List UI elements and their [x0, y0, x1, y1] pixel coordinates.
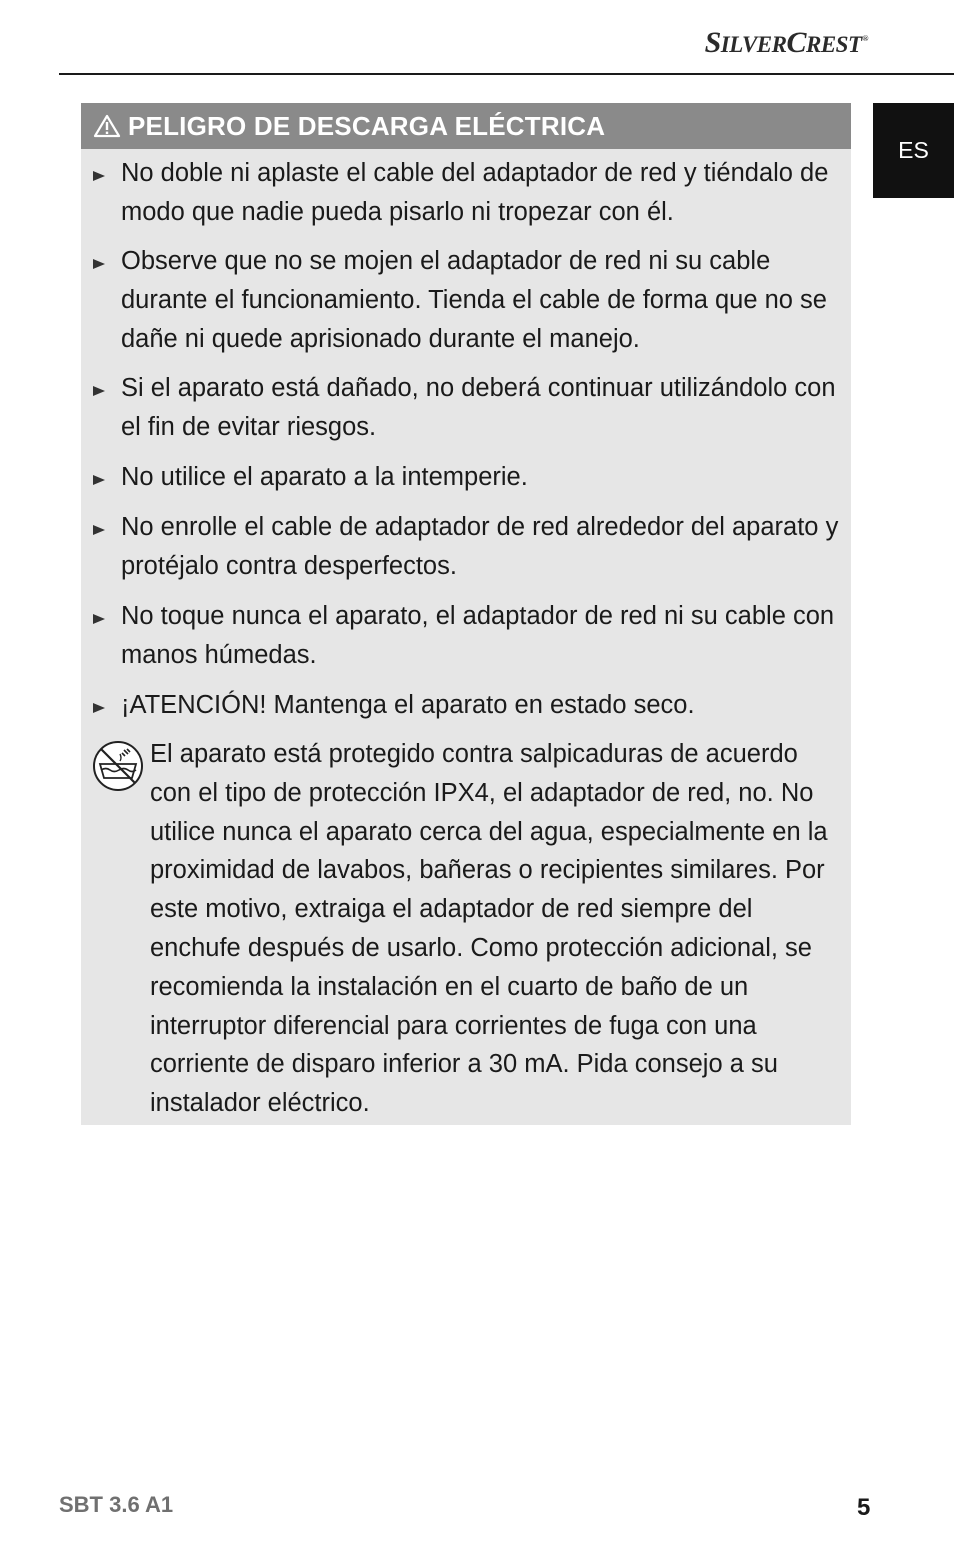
warning-box: [81, 103, 851, 1125]
bullet-text: No utilice el aparato a la intemperie.: [121, 463, 528, 491]
page-number: 5: [857, 1494, 871, 1521]
bullet-text: No doble ni aplaste el cable del adaptador de red y tiéndalo de modo que nadie pueda pisarlo ni tropezar con él.: [121, 159, 829, 226]
warning-header: [81, 103, 851, 149]
bullet-arrow-icon: [93, 525, 105, 535]
language-tab-label: ES: [898, 137, 929, 163]
bullet-arrow-icon: [93, 614, 105, 624]
bullet-text: Observe que no se mojen el adaptador de red ni su cable durante el funcionamiento. Tienda el cable de forma que no se dañe ni quede aprisionado durante el manejo.: [121, 247, 827, 353]
brand-initial-s: S: [704, 26, 721, 59]
bullet-arrow-icon: [93, 475, 105, 485]
warning-bullet: [121, 597, 839, 675]
language-tab: [873, 103, 954, 198]
ipx4-note-text: El aparato está protegido contra salpicaduras de acuerdo con el tipo de protección IPX4, el adaptador de red, no. No utilice nunca el aparato cerca del agua, especialmente en la proximidad de lavabos, bañeras o recipientes similares. Por este motivo, extraiga el adaptador de red siempre del enchufe después de usarlo. Como protección adicional, se recomienda la instalación en el cuarto de baño de un interruptor diferencial para corrientes de fuga con una corriente de disparo inferior a 30 mA. Pida consejo a su instalador eléctrico.: [150, 740, 828, 1118]
registered-mark: ®: [862, 34, 868, 43]
silvercrest-logo: [705, 26, 868, 60]
brand-text-rest: REST: [805, 32, 862, 57]
warning-bullet: [121, 369, 839, 447]
warning-bullet: [121, 686, 839, 725]
warning-triangle-icon: [93, 114, 121, 138]
warning-title: PELIGRO DE DESCARGA ELÉCTRICA: [128, 110, 606, 141]
bullet-text: No enrolle el cable de adaptador de red alrededor del aparato y protéjalo contra desperfectos.: [121, 513, 839, 580]
brand-text-ilver: ILVER: [720, 32, 787, 57]
bullet-text: ¡ATENCIÓN! Mantenga el aparato en estado seco.: [121, 691, 695, 719]
warning-bullet: [121, 242, 839, 359]
warning-bullet: [121, 508, 839, 586]
warning-bullet: [121, 458, 839, 497]
footer-model-number: SBT 3.6 A1: [59, 1492, 174, 1517]
bullet-arrow-icon: [93, 386, 105, 396]
bullet-text: No toque nunca el aparato, el adaptador de red ni su cable con manos húmedas.: [121, 602, 835, 669]
no-bathtub-water-icon: [92, 740, 144, 792]
header-divider: [59, 73, 954, 75]
warning-bullet: [121, 154, 839, 232]
bullet-text: Si el aparato está dañado, no deberá continuar utilizándolo con el fin de evitar riesgos.: [121, 374, 836, 441]
bullet-arrow-icon: [93, 703, 105, 713]
bullet-arrow-icon: [93, 259, 105, 269]
bullet-arrow-icon: [93, 171, 105, 181]
brand-initial-c: C: [786, 26, 806, 59]
